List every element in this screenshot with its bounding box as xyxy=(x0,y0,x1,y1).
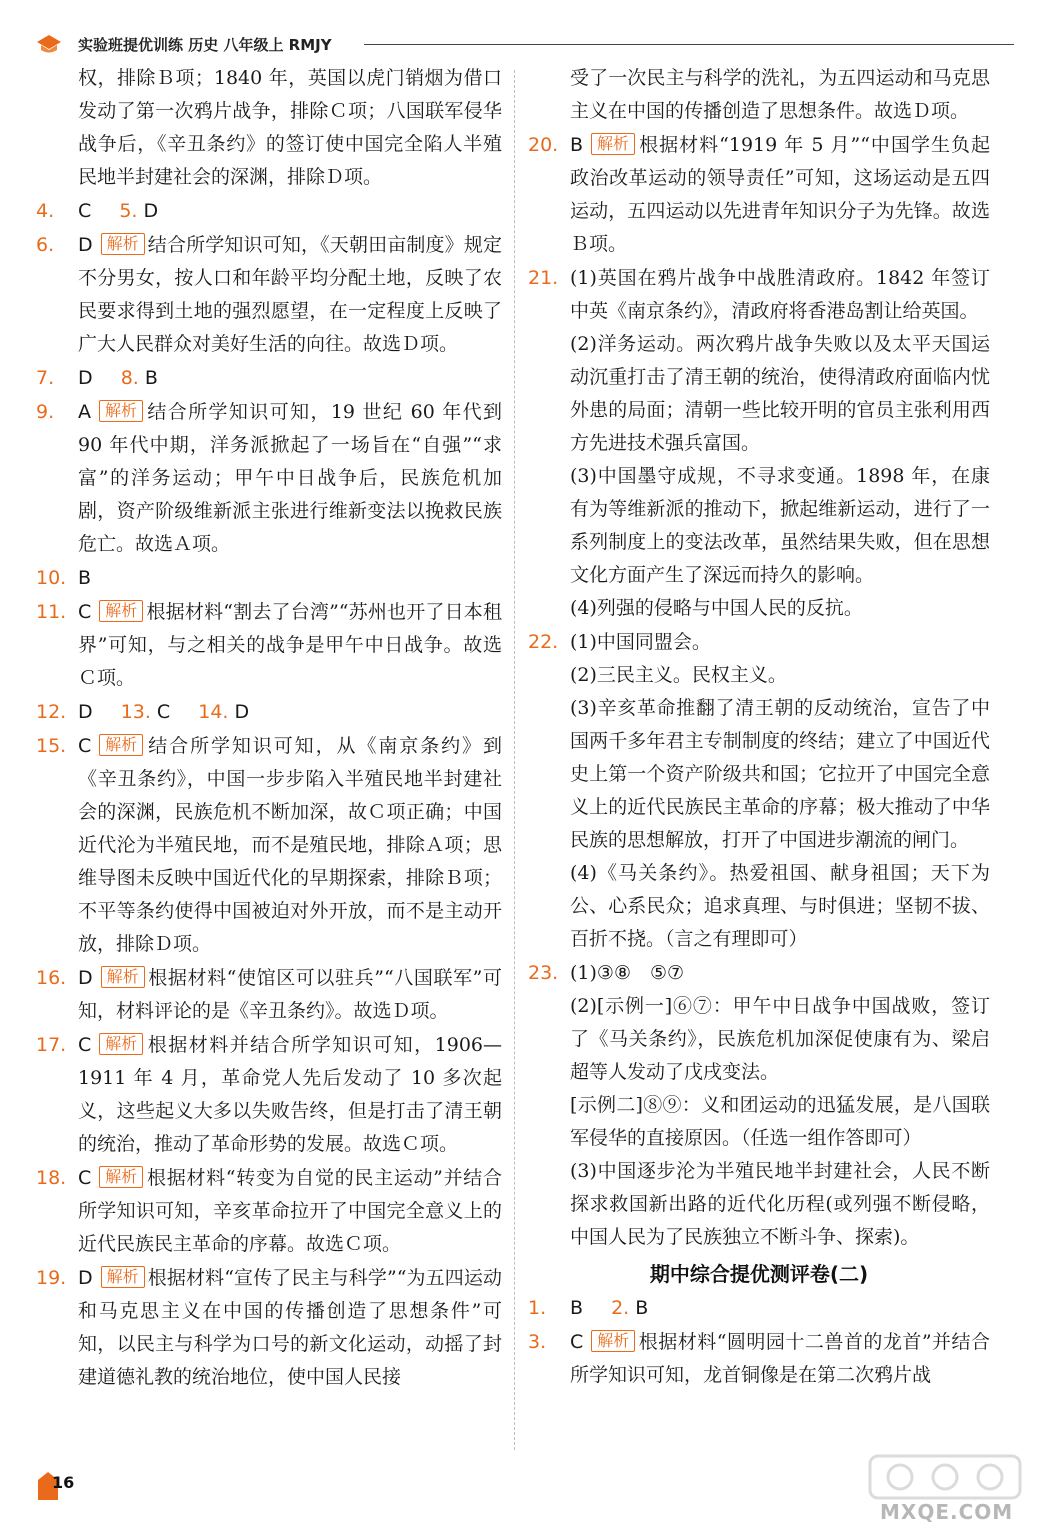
book-logo-icon xyxy=(36,32,62,54)
question-22 xyxy=(528,626,990,956)
sub-answer: (2)洋务运动。两次鸦片战争失败以及太平天国运动沉重打击了清王朝的统治，使得清政府面临内忧外患的局面；清朝一些比较开明的官员主张利用西方先进技术强兵富国。 xyxy=(570,333,990,454)
question-number: 11. xyxy=(36,601,67,623)
question-number: 10. xyxy=(36,567,67,589)
question-number: 4. xyxy=(36,200,55,222)
sub-answer: (4)《马关条约》。热爱祖国、献身祖国；天下为公、心系民众；追求真理、与时俱进；坚韧不拔、百折不挠。（言之有理即可） xyxy=(570,862,990,950)
analysis-text: 根据材料“割去了台湾”“苏州也开了日本租界”可知，与之相关的战争是甲午中日战争。故选Ｃ项。 xyxy=(78,601,502,689)
analysis-tag: 解析 xyxy=(99,734,143,756)
answer-choice: C xyxy=(78,1167,92,1189)
question-number: 21. xyxy=(528,267,559,289)
question-number: 20. xyxy=(528,134,559,156)
analysis-text: 根据材料“圆明园十二兽首的龙首”并结合所学知识可知，龙首铜像是在第二次鸦片战 xyxy=(570,1331,990,1386)
answer-choice: D xyxy=(78,1267,93,1289)
answer-row-7-8 xyxy=(36,362,502,395)
answer-choice: D xyxy=(143,200,159,222)
question-20 xyxy=(528,129,990,261)
answer-choice: B xyxy=(570,134,584,156)
analysis-tag: 解析 xyxy=(99,1033,143,1055)
answer-row-1-2 xyxy=(528,1292,990,1325)
sub-answer: (1)③⑧ ⑤⑦ xyxy=(570,962,685,984)
watermark-text: MXQE.COM xyxy=(880,1500,1014,1524)
answer-row-4-5 xyxy=(36,195,502,228)
question-number: 7. xyxy=(36,367,55,389)
analysis-text: 根据材料“使馆区可以驻兵”“八国联军”可知，材料评论的是《辛丑条约》。故选Ｄ项。 xyxy=(78,967,502,1022)
sub-answer: (3)中国墨守成规，不寻求变通。1898 年，在康有为等维新派的推动下，掀起维新运动，进行了一系列制度上的变法改革，虽然结果失败，但在思想文化方面产生了深远而持久的影响。 xyxy=(570,465,990,586)
answer-choice: B xyxy=(144,367,158,389)
question-number: 6. xyxy=(36,234,55,256)
header-rule xyxy=(364,44,1014,45)
question-17 xyxy=(36,1029,502,1161)
right-column xyxy=(528,62,990,1393)
answer-choice: C xyxy=(78,735,92,757)
question-6 xyxy=(36,229,502,361)
analysis-text: 根据材料“转变为自觉的民主运动”并结合所学知识可知，辛亥革命拉开了中国完全意义上的近代民族民主革命的序幕。故选Ｃ项。 xyxy=(78,1167,502,1255)
question-number: 13. xyxy=(120,701,151,723)
analysis-text: 根据材料“1919 年 5 月”“中国学生负起政治改革运动的领导责任”可知，这场运动是五四运动，五四运动以先进青年知识分子为先锋。故选Ｂ项。 xyxy=(570,134,990,255)
answer-choice: B xyxy=(635,1297,649,1319)
sub-answer: [示例二]⑧⑨：义和团运动的迅猛发展，是八国联军侵华的直接原因。（任选一组作答即可） xyxy=(570,1094,990,1149)
analysis-tag: 解析 xyxy=(101,966,145,988)
column-divider xyxy=(514,70,515,1450)
answer-row-12-14 xyxy=(36,696,502,729)
analysis-text: 结合所学知识可知，从《南京条约》到《辛丑条约》，中国一步步陷入半殖民地半封建社会的深渊，民族危机不断加深，故Ｃ项正确；中国近代沦为半殖民地，而不是殖民地，排除Ａ项；思维导图未反映中国近代化的早期探索，排除Ｂ项；不平等条约使得中国被迫对外开放，而不是主动开放，排除Ｄ项。 xyxy=(78,735,502,955)
sub-answer: (3)中国逐步沦为半殖民地半封建社会，人民不断探求救国新出路的近代化历程(或列强不断侵略，中国人民为了民族独立不断斗争、探索)。 xyxy=(570,1160,990,1248)
question-number: 22. xyxy=(528,631,559,653)
answer-choice: D xyxy=(78,234,93,256)
sub-answer: (4)列强的侵略与中国人民的反抗。 xyxy=(570,597,863,619)
question-19 xyxy=(36,1262,502,1394)
question-number: 19. xyxy=(36,1267,67,1289)
page-number: 16 xyxy=(52,1473,75,1492)
question-number: 5. xyxy=(119,200,138,222)
question-number: 18. xyxy=(36,1167,67,1189)
analysis-tag: 解析 xyxy=(591,133,635,155)
analysis-tag: 解析 xyxy=(99,600,143,622)
question-number: 3. xyxy=(528,1331,547,1353)
question-number: 15. xyxy=(36,735,67,757)
answer-choice: D xyxy=(78,701,93,723)
question-16 xyxy=(36,962,502,1028)
answer-choice: D xyxy=(234,701,250,723)
sub-answer: (3)辛亥革命推翻了清王朝的反动统治，宣告了中国两千多年君主专制制度的终结；建立了中国近代史上第一个资产阶级共和国；它拉开了中国完全意义上的近代民族民主革命的序幕；极大推动了中华民族的思想解放，打开了中国进步潮流的闸门。 xyxy=(570,697,990,851)
answer-choice: B xyxy=(570,1297,584,1319)
analysis-tag: 解析 xyxy=(101,233,145,255)
answer-choice: D xyxy=(78,967,93,989)
sub-answer: (1)中国同盟会。 xyxy=(570,631,711,653)
answer-choice: C xyxy=(78,601,92,623)
question-23 xyxy=(528,957,990,1254)
answer-choice: C xyxy=(570,1331,584,1353)
answer-choice: C xyxy=(78,200,92,222)
answer-choice: C xyxy=(156,701,171,723)
question-9 xyxy=(36,396,502,561)
analysis-tag: 解析 xyxy=(99,1166,143,1188)
question-number: 9. xyxy=(36,401,55,423)
question-number: 1. xyxy=(528,1297,547,1319)
question-3 xyxy=(528,1326,990,1392)
answer-choice: B xyxy=(78,567,92,589)
section-title: 期中综合提优测评卷(二) xyxy=(649,1262,869,1286)
page-header xyxy=(34,30,1014,58)
header-title: 实验班提优训练 历史 八年级上 RMJY xyxy=(78,36,332,54)
answer-choice: A xyxy=(78,401,91,423)
analysis-tag: 解析 xyxy=(99,400,143,422)
question-15 xyxy=(36,730,502,961)
analysis-tag: 解析 xyxy=(591,1330,635,1352)
answer-choice: C xyxy=(78,1034,92,1056)
question-21 xyxy=(528,262,990,625)
question-number: 16. xyxy=(36,967,67,989)
analysis-text: 根据材料“宣传了民主与科学”“为五四运动和马克思主义在中国的传播创造了思想条件”可知，以民主与科学为口号的新文化运动，动摇了封建道德礼教的统治地位，使中国人民接 xyxy=(78,1267,502,1388)
question-number: 2. xyxy=(611,1297,630,1319)
sub-answer: (2)[示例一]⑥⑦：甲午中日战争中国战败，签订了《马关条约》，民族危机加深促使康有为、梁启超等人发动了戊戌变法。 xyxy=(570,995,990,1083)
analysis-text: 根据材料并结合所学知识可知，1906—1911 年 4 月，革命党人先后发动了 10 多次起义，这些起义大多以失败告终，但是打击了清王朝的统治，推动了革命形势的发展。故选Ｃ项。 xyxy=(78,1034,502,1155)
continued-text: 权，排除Ｂ项；1840 年，英国以虎门销烟为借口发动了第一次鸦片战争，排除Ｃ项；八国联军侵华战争后，《辛丑条约》的签订使中国完全陷人半殖民地半封建社会的深渊，排除Ｄ项。 xyxy=(78,67,502,188)
question-18 xyxy=(36,1162,502,1261)
continued-text: 受了一次民主与科学的洗礼，为五四运动和马克思主义在中国的传播创造了思想条件。故选Ｄ项。 xyxy=(570,67,990,122)
answer-choice: D xyxy=(78,367,93,389)
question-number: 8. xyxy=(120,367,139,389)
sub-answer: (2)三民主义。民权主义。 xyxy=(570,664,787,686)
question-11 xyxy=(36,596,502,695)
sub-answer: (1)英国在鸦片战争中战胜清政府。1842 年签订中英《南京条约》，清政府将香港岛割让给英国。 xyxy=(570,267,990,322)
analysis-tag: 解析 xyxy=(101,1266,145,1288)
question-number: 17. xyxy=(36,1034,67,1056)
left-column xyxy=(36,62,502,1395)
analysis-text: 结合所学知识可知，19 世纪 60 年代到 90 年代中期，洋务派掀起了一场旨在“自强”“求富”的洋务运动；甲午中日战争后，民族危机加剧，资产阶级维新派主张进行维新变法以挽救民族危亡。故选Ａ项。 xyxy=(78,401,502,555)
analysis-text: 结合所学知识可知，《天朝田亩制度》规定不分男女，按人口和年龄平均分配土地，反映了农民要求得到土地的强烈愿望，在一定程度上反映了广大人民群众对美好生活的向往。故选Ｄ项。 xyxy=(78,234,502,355)
question-number: 12. xyxy=(36,701,67,723)
question-number: 23. xyxy=(528,962,559,984)
question-10 xyxy=(36,562,502,595)
question-number: 14. xyxy=(198,701,229,723)
